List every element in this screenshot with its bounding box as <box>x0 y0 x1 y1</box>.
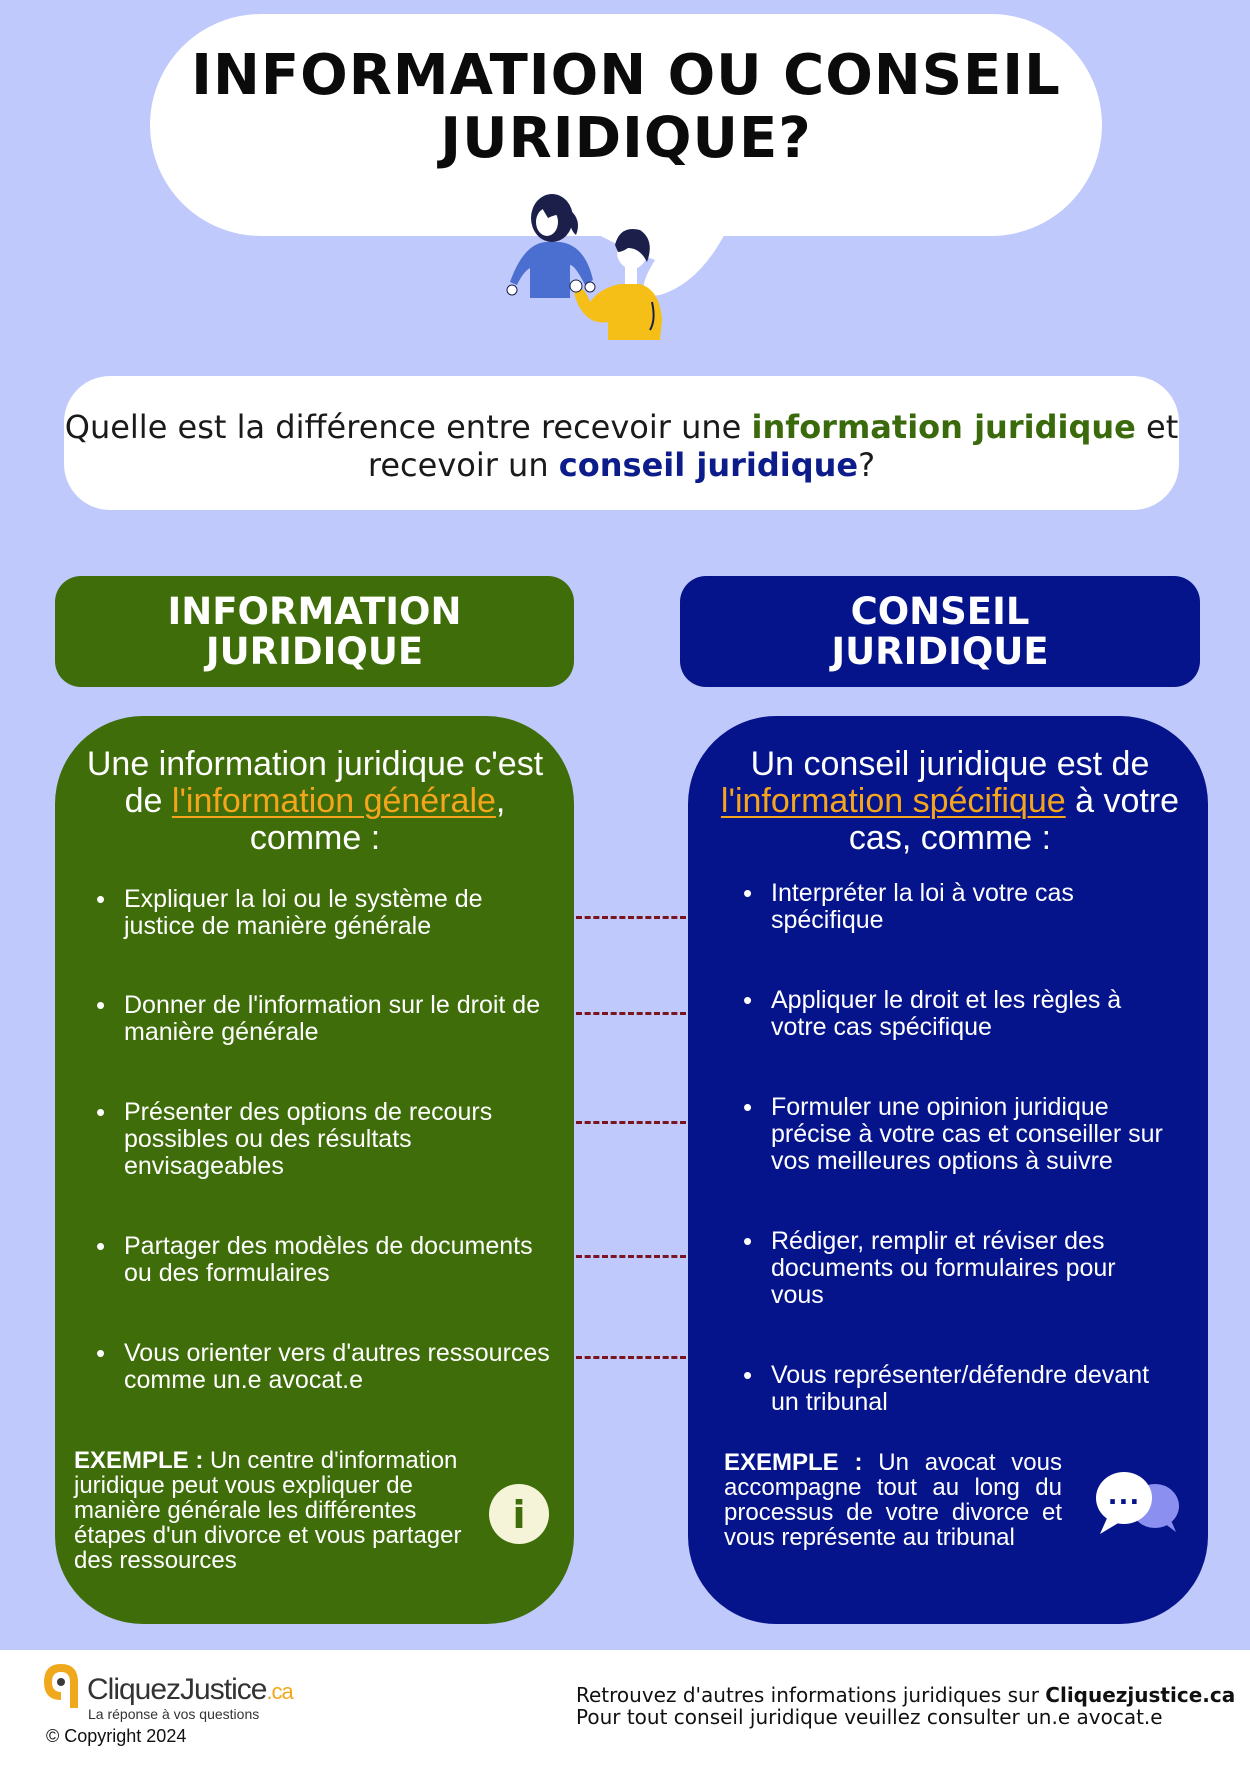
information-bullet-3: • Présenter des options de recours possibles ou des résultats envisageables <box>96 1099 526 1180</box>
chat-bubbles-icon <box>1094 1468 1184 1538</box>
information-example-text: Un centre d'information juridique peut vous expliquer de manière générale les différentes étapes d'un divorce et vous partager des ressources <box>74 1447 462 1574</box>
conseil-header-label: CONSEIL JURIDIQUE <box>831 589 1049 673</box>
info-icon <box>488 1483 550 1545</box>
question-part3: ? <box>858 446 876 484</box>
footer-line-1 <box>576 1684 1235 1706</box>
question-info-term: information juridique <box>751 408 1136 446</box>
conseil-bullet-2: • Appliquer le droit et les règles à votre cas spécifique <box>743 987 1163 1041</box>
conseil-intro-before: Un conseil juridique est de <box>750 745 1150 783</box>
conseil-intro-highlight: l'information spécifique <box>720 782 1066 820</box>
connector-line-2 <box>576 1012 686 1015</box>
connector-line-3 <box>576 1121 686 1124</box>
people-illustration <box>490 190 690 370</box>
information-intro-highlight: l'information générale <box>171 782 496 820</box>
information-bullet-2: • Donner de l'information sur le droit de manière générale <box>96 992 556 1046</box>
copyright: © Copyright 2024 <box>46 1726 187 1746</box>
information-intro <box>70 746 560 857</box>
footer-line-2: Pour tout conseil juridique veuillez consulter un.e avocat.e <box>576 1705 1163 1729</box>
information-bullet-4: • Partager des modèles de documents ou des formulaires <box>96 1233 566 1287</box>
conseil-bullet-4: • Rédiger, remplir et réviser des documents ou formulaires pour vous <box>743 1228 1163 1309</box>
footer-site-link[interactable]: Cliquezjustice.ca <box>1045 1683 1236 1707</box>
conseil-header <box>680 576 1200 687</box>
question-part1: Quelle est la différence entre recevoir une <box>64 408 752 446</box>
information-bullet-1: • Expliquer la loi ou le système de justice de manière générale <box>96 886 556 940</box>
connector-line-4 <box>576 1255 686 1258</box>
question-conseil-term: conseil juridique <box>558 446 859 484</box>
footer-text <box>576 1684 1235 1728</box>
information-header <box>55 576 574 687</box>
svg-text:i: i <box>512 1493 526 1537</box>
information-bullet-5: • Vous orienter vers d'autres ressources comme un.e avocat.e <box>96 1340 556 1394</box>
information-example-label: EXEMPLE : <box>74 1447 204 1474</box>
information-intro-before: Une information juridique c'est de <box>86 745 544 820</box>
connector-line-5 <box>576 1356 686 1359</box>
question-text <box>64 408 1179 484</box>
footer-line-1-prefix: Retrouvez d'autres informations juridiques sur <box>576 1683 1046 1707</box>
conseil-intro <box>700 746 1200 857</box>
conseil-bullet-1: • Interpréter la loi à votre cas spécifique <box>743 880 1083 934</box>
conseil-example-label: EXEMPLE : <box>724 1449 863 1476</box>
brand-name <box>87 1673 293 1707</box>
conseil-bullet-3: • Formuler une opinion juridique précise à votre cas et conseiller sur vos meilleures options à suivre <box>743 1094 1183 1175</box>
page-title: INFORMATION OU CONSEIL JURIDIQUE? <box>191 43 1061 171</box>
information-intro-after: , comme : <box>249 782 506 857</box>
brand-tagline: La réponse à vos questions <box>88 1706 260 1722</box>
connector-line-1 <box>576 916 686 919</box>
svg-text:...: ... <box>1107 1481 1141 1511</box>
conseil-example <box>724 1450 1062 1550</box>
brand-suffix: .ca <box>266 1679 293 1704</box>
conseil-bullet-5: • Vous représenter/défendre devant un tribunal <box>743 1362 1183 1416</box>
conseil-example-text: Un avocat vous accompagne tout au long du processus de votre divorce et vous représente au tribunal <box>724 1449 1062 1551</box>
cliquezjustice-logo-icon <box>40 1660 82 1716</box>
information-example <box>74 1448 486 1573</box>
conseil-intro-after: à votre cas, comme : <box>848 782 1180 857</box>
question-part2: et recevoir un <box>367 408 1179 484</box>
brand-text: CliquezJustice <box>87 1673 267 1706</box>
information-header-label: INFORMATION JURIDIQUE <box>167 589 462 673</box>
